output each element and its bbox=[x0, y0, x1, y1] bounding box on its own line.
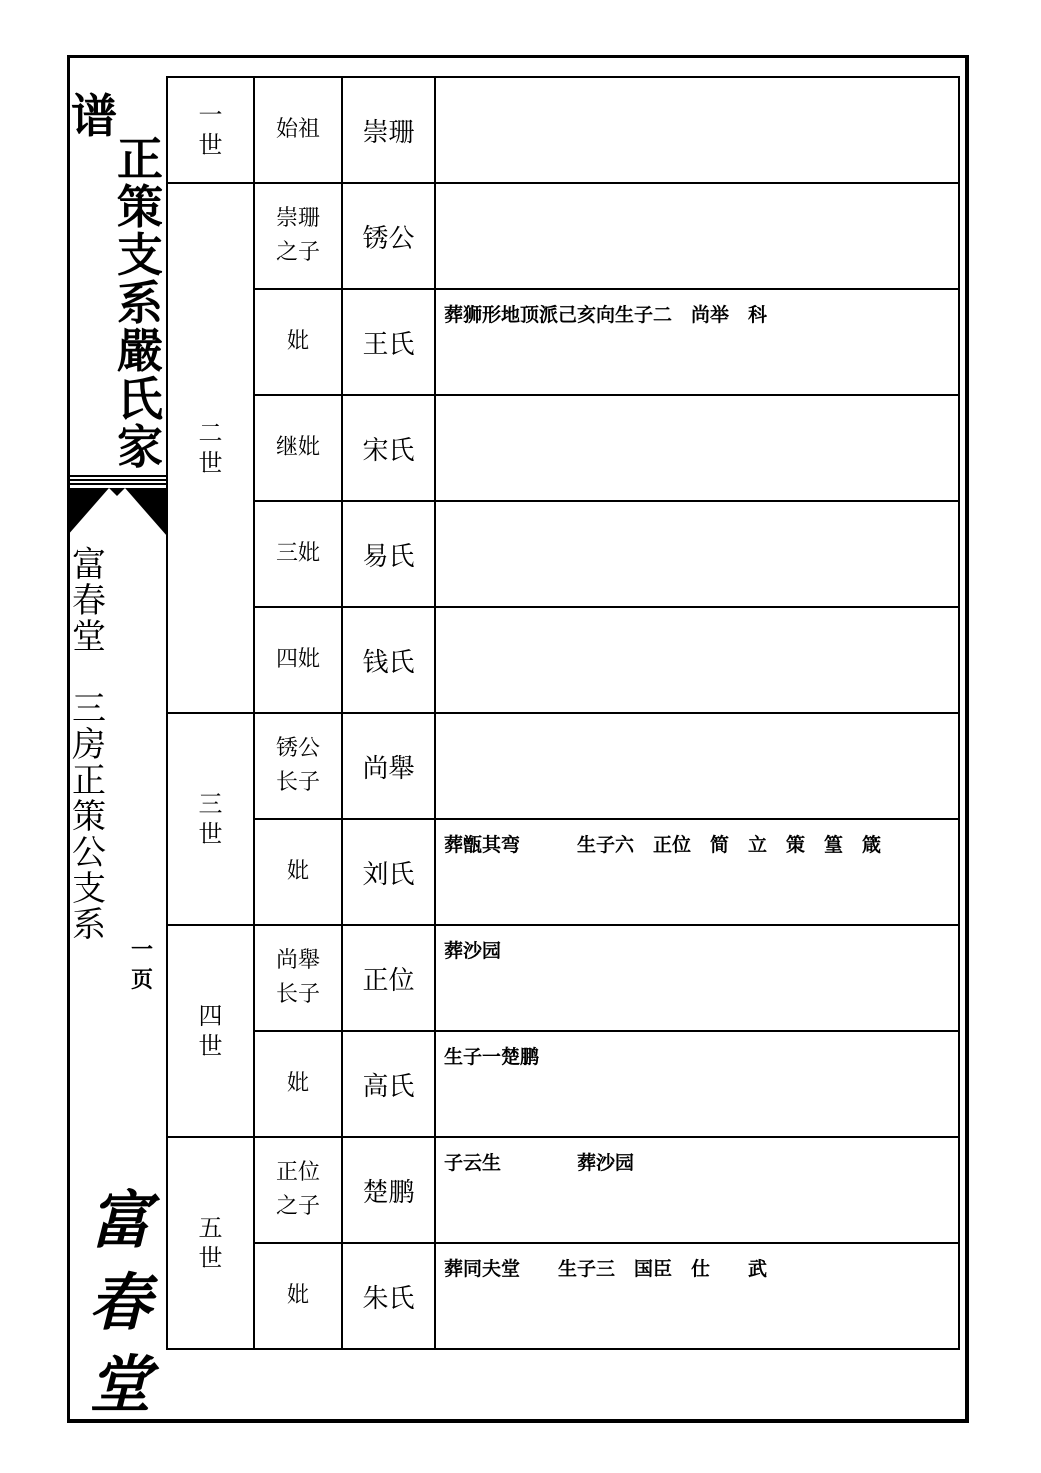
name-cell: 高氏 bbox=[342, 1031, 435, 1137]
name-cell: 锈公 bbox=[342, 183, 435, 289]
relation-cell: 三妣 bbox=[254, 501, 342, 607]
table-row bbox=[167, 1031, 959, 1137]
title-char: 系 bbox=[117, 276, 163, 330]
relation-cell: 四妣 bbox=[254, 607, 342, 713]
title-char: 支 bbox=[117, 228, 163, 282]
name-cell: 易氏 bbox=[342, 501, 435, 607]
generation-cell: 四 世 bbox=[167, 925, 254, 1137]
note-cell bbox=[435, 713, 959, 819]
subtitle-char: 房 bbox=[72, 725, 106, 765]
name-cell: 楚鹏 bbox=[342, 1137, 435, 1243]
table-row bbox=[167, 713, 959, 819]
relation-cell: 妣 bbox=[254, 819, 342, 925]
genealogy-table bbox=[166, 76, 960, 1350]
title-char: 氏 bbox=[117, 372, 163, 426]
note-cell bbox=[435, 183, 959, 289]
note-cell bbox=[435, 607, 959, 713]
table-row bbox=[167, 1137, 959, 1243]
subtitle-char: 三 bbox=[72, 689, 106, 729]
note-cell: 生子一楚鹏 bbox=[435, 1031, 959, 1137]
table-row bbox=[167, 1243, 959, 1349]
note-cell bbox=[435, 501, 959, 607]
note-cell: 葬同夫堂 生子三 国臣 仕 武 bbox=[435, 1243, 959, 1349]
generation-cell: 一 世 bbox=[167, 77, 254, 183]
subtitle-char: 正 bbox=[72, 761, 106, 801]
subtitle-char: 公 bbox=[72, 833, 106, 873]
seal-char: 富 bbox=[88, 1184, 151, 1257]
relation-cell: 妣 bbox=[254, 1031, 342, 1137]
relation-cell: 妣 bbox=[254, 289, 342, 395]
note-cell: 子云生 葬沙园 bbox=[435, 1137, 959, 1243]
generation-cell: 五 世 bbox=[167, 1137, 254, 1349]
spine-pu-char: 谱 bbox=[71, 89, 117, 143]
relation-cell: 锈公 长子 bbox=[254, 713, 342, 819]
table-row bbox=[167, 819, 959, 925]
note-cell bbox=[435, 395, 959, 501]
fishtail-ornament bbox=[67, 488, 167, 538]
table-row bbox=[167, 289, 959, 395]
subtitle-char: 策 bbox=[72, 797, 106, 837]
name-cell: 尚舉 bbox=[342, 713, 435, 819]
name-cell: 刘氏 bbox=[342, 819, 435, 925]
relation-cell: 正位 之子 bbox=[254, 1137, 342, 1243]
relation-cell: 尚舉 长子 bbox=[254, 925, 342, 1031]
generation-cell: 三 世 bbox=[167, 713, 254, 925]
note-cell bbox=[435, 77, 959, 183]
table-row bbox=[167, 607, 959, 713]
note-cell: 葬狮形地顶派己亥向生子二 尚举 科 bbox=[435, 289, 959, 395]
name-cell: 王氏 bbox=[342, 289, 435, 395]
spine-title bbox=[117, 132, 163, 474]
name-cell: 钱氏 bbox=[342, 607, 435, 713]
page-number bbox=[127, 935, 157, 995]
subtitle-char: 堂 bbox=[72, 617, 106, 657]
note-cell: 葬沙园 bbox=[435, 925, 959, 1031]
subtitle-char: 系 bbox=[72, 905, 106, 945]
relation-cell: 继妣 bbox=[254, 395, 342, 501]
page-number-char: 一 bbox=[130, 937, 153, 963]
subtitle-char: 支 bbox=[72, 869, 106, 909]
left-spine bbox=[67, 55, 167, 1423]
relation-cell: 始祖 bbox=[254, 77, 342, 183]
page-number-char: 页 bbox=[130, 967, 153, 993]
subtitle-char: 春 bbox=[72, 581, 106, 621]
seal-char: 堂 bbox=[88, 1348, 151, 1421]
table-row bbox=[167, 501, 959, 607]
title-char: 家 bbox=[117, 420, 163, 474]
table-row bbox=[167, 925, 959, 1031]
table-row bbox=[167, 77, 959, 183]
name-cell: 宋氏 bbox=[342, 395, 435, 501]
title-char: 正 bbox=[117, 132, 163, 186]
note-cell: 葬甑其弯 生子六 正位 简 立 策 篁 箴 bbox=[435, 819, 959, 925]
name-cell: 朱氏 bbox=[342, 1243, 435, 1349]
relation-cell: 崇珊 之子 bbox=[254, 183, 342, 289]
title-char: 嚴 bbox=[117, 324, 163, 378]
generation-cell: 二 世 bbox=[167, 183, 254, 713]
hall-name-calligraphy bbox=[85, 1180, 155, 1426]
table-row bbox=[167, 183, 959, 289]
seal-char: 春 bbox=[88, 1266, 151, 1339]
name-cell: 正位 bbox=[342, 925, 435, 1031]
subtitle-char: 富 bbox=[72, 545, 106, 585]
table-row bbox=[167, 395, 959, 501]
relation-cell: 妣 bbox=[254, 1243, 342, 1349]
title-char: 策 bbox=[117, 180, 163, 234]
name-cell: 崇珊 bbox=[342, 77, 435, 183]
spine-double-rule bbox=[67, 475, 167, 487]
spine-subtitle bbox=[71, 547, 107, 943]
